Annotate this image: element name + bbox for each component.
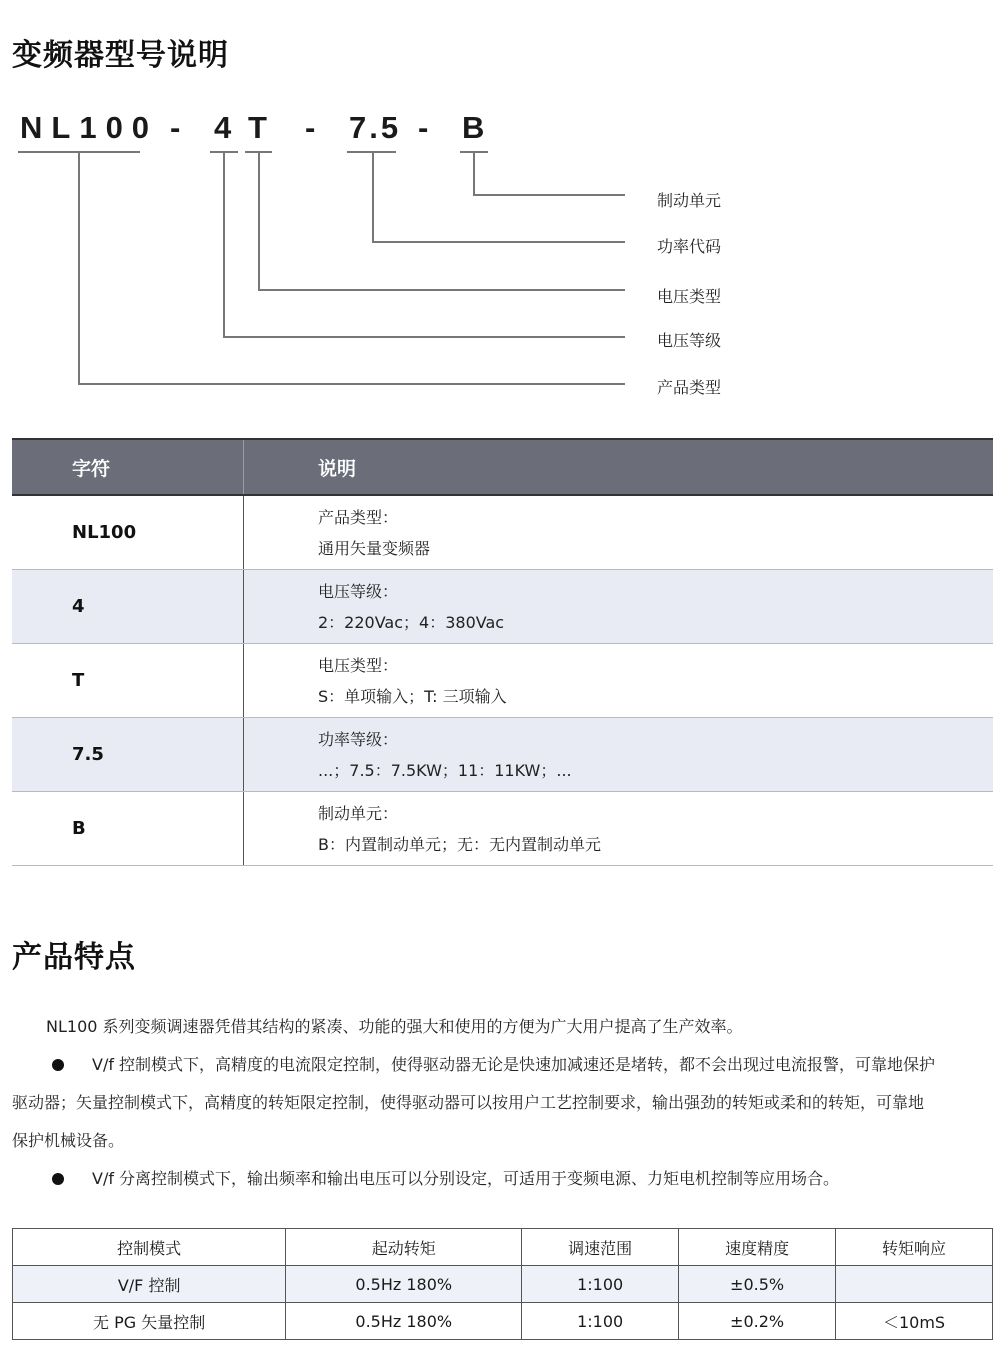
row-symbol: 4 <box>12 570 244 644</box>
table-row <box>12 792 993 866</box>
cell-speed-accuracy: ±0.5% <box>679 1266 836 1303</box>
table-header-row <box>13 1229 993 1266</box>
desc-title: 电压等级： <box>318 581 399 601</box>
cell-speed-range: 1:100 <box>522 1303 679 1340</box>
desc-detail: B：内置制动单元；无：无内置制动单元 <box>318 834 601 854</box>
desc-detail: S：单项输入；T: 三项输入 <box>318 686 507 706</box>
connector-line <box>223 152 225 337</box>
code-product-type: NL100 <box>20 110 159 145</box>
code-power: 7.5 <box>349 110 402 145</box>
section-title-features: 产品特点 <box>12 940 136 975</box>
header-control-mode: 控制模式 <box>13 1229 286 1266</box>
row-description <box>244 570 994 644</box>
header-torque-response: 转矩响应 <box>836 1229 993 1266</box>
header-speed-range: 调速范围 <box>522 1229 679 1266</box>
bullet-text: V/f 分离控制模式下，输出频率和输出电压可以分别设定，可适用于变频电源、力矩电机控制等应用场合。 <box>92 1169 840 1188</box>
feature-bullet-1 <box>12 1046 994 1160</box>
row-description <box>244 792 994 866</box>
cell-starting-torque: 0.5Hz 180% <box>286 1266 522 1303</box>
code-voltage-type: T <box>248 110 276 145</box>
row-description <box>244 495 994 570</box>
code-brake-unit: B <box>462 110 494 145</box>
header-starting-torque: 起动转矩 <box>286 1229 522 1266</box>
cell-torque-response <box>836 1266 993 1303</box>
desc-title: 产品类型： <box>318 507 399 527</box>
header-description: 说明 <box>244 439 994 495</box>
header-symbol: 字符 <box>12 439 244 495</box>
row-description <box>244 644 994 718</box>
code-separator: - <box>418 110 429 145</box>
feature-bullet-2 <box>12 1160 994 1198</box>
connector-line <box>223 336 625 338</box>
desc-title: 功率等级： <box>318 729 399 749</box>
table-row <box>13 1266 993 1303</box>
desc-detail: 2：220Vac；4：380Vac <box>318 612 505 632</box>
row-symbol: B <box>12 792 244 866</box>
header-speed-accuracy: 速度精度 <box>679 1229 836 1266</box>
connector-line <box>78 152 80 384</box>
bullet-dot-icon <box>52 1173 64 1185</box>
code-separator: - <box>305 110 316 145</box>
bullet-line <box>12 1046 994 1084</box>
model-spec-table <box>12 438 993 866</box>
connector-line <box>78 383 625 385</box>
table-row <box>12 495 993 570</box>
connector-line <box>258 289 625 291</box>
desc-detail: 通用矢量变频器 <box>318 538 431 558</box>
desc-title: 制动单元： <box>318 803 399 823</box>
row-description <box>244 718 994 792</box>
bullet-line: 保护机械设备。 <box>12 1131 125 1150</box>
label-power-code: 功率代码 <box>657 237 722 256</box>
connector-line <box>473 194 625 196</box>
features-intro: NL100 系列变频调速器凭借其结构的紧凑、功能的强大和使用的方便为广大用户提高了生产效率。 <box>46 1017 743 1036</box>
desc-title: 电压类型： <box>318 655 399 675</box>
bullet-text: V/f 控制模式下，高精度的电流限定控制，使得驱动器无论是快速加减速还是堵转，都不会出现过电流报警，可靠地保护 <box>92 1055 936 1074</box>
code-separator: - <box>170 110 181 145</box>
cell-torque-response: ＜10mS <box>836 1303 993 1340</box>
cell-starting-torque: 0.5Hz 180% <box>286 1303 522 1340</box>
table-row <box>12 718 993 792</box>
row-symbol: 7.5 <box>12 718 244 792</box>
label-brake-unit: 制动单元 <box>657 191 722 210</box>
desc-detail: ...；7.5：7.5KW；11：11KW；... <box>318 760 572 780</box>
bullet-line: 驱动器；矢量控制模式下，高精度的转矩限定控制，使得驱动器可以按用户工艺控制要求，输出强劲的转矩或柔和的转矩，可靠地 <box>12 1093 925 1112</box>
code-voltage-level: 4 <box>214 110 241 145</box>
cell-speed-range: 1:100 <box>522 1266 679 1303</box>
label-product-type: 产品类型 <box>657 378 722 397</box>
table-header-row <box>12 439 993 495</box>
connector-line <box>372 241 625 243</box>
label-voltage-level: 电压等级 <box>657 331 722 350</box>
cell-control-mode: V/F 控制 <box>13 1266 286 1303</box>
connector-line <box>372 152 374 242</box>
label-voltage-type: 电压类型 <box>657 287 722 306</box>
row-symbol: T <box>12 644 244 718</box>
cell-control-mode: 无 PG 矢量控制 <box>13 1303 286 1340</box>
performance-table <box>12 1228 993 1340</box>
table-row <box>13 1303 993 1340</box>
connector-line <box>258 152 260 290</box>
cell-speed-accuracy: ±0.2% <box>679 1303 836 1340</box>
row-symbol: NL100 <box>12 495 244 570</box>
table-row <box>12 644 993 718</box>
connector-line <box>473 152 475 195</box>
bullet-dot-icon <box>52 1059 64 1071</box>
table-row <box>12 570 993 644</box>
page-title: 变频器型号说明 <box>12 38 229 73</box>
